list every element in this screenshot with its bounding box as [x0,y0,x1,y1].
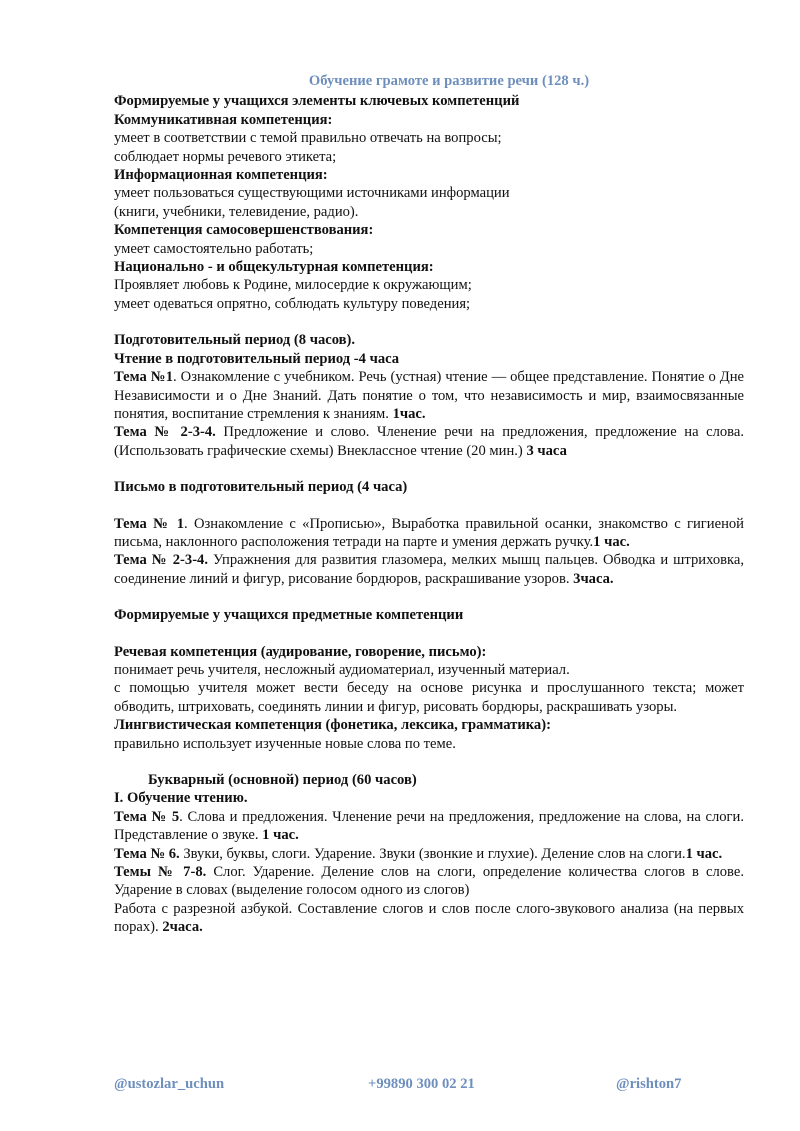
document-title: Обучение грамоте и развитие речи (128 ч.) [308,73,590,89]
topic-hours: 1 час. [685,845,723,862]
prep-writing-heading: Письмо в подготовительный период (4 часа) [114,479,408,496]
topic-text: . Слова и предложения. Членение речи на предложения, предложение на слова, на слоги. Представление о звуке. [114,808,744,844]
topic-7-8-paragraph [114,863,744,900]
self-improvement-line-1: умеет самостоятельно работать; [114,240,314,257]
speech-line-1: понимает речь учителя, несложный аудиоматериал, изученный материал. [114,661,570,678]
document-body [114,72,744,937]
topic-hours: 3 часа [526,442,567,459]
topic-hours: 1 час. [262,827,299,844]
footer-telegram-left: @ustozlar_uchun [114,1076,225,1092]
linguistic-line-1: правильно использует изученные новые слова по теме. [114,735,456,752]
prep-period-heading: Подготовительный период (8 часов). [114,332,356,349]
prep-reading-heading: Чтение в подготовительный период -4 часа [114,350,400,367]
cultural-line-1: Проявляет любовь к Родине, милосердие к окружающим; [114,277,472,294]
topic-hours: 2часа. [162,919,203,936]
topic-label: Тема № 1 [114,515,185,532]
subject-competencies-heading: Формируемые у учащихся предметные компетенции [114,607,464,624]
topic-1-paragraph [114,368,744,423]
topic-hours: 1 час. [593,533,630,550]
topic-text: Слог. Ударение. Деление слов на слоги, определение количества слогов в слове. Ударение в словах (выделение голосом одного из слогов) [114,864,744,899]
primer-period-heading: Букварный (основной) период (60 часов) [148,772,417,788]
information-heading: Информационная компетенция: [114,167,328,184]
communicative-heading: Коммуникативная компетенция: [114,111,333,128]
topic-text: Упражнения для развития глазомера, мелких мышц пальцев. Обводка и штриховка, соединение линий и фигур, рисование бордюров, раскрашивание узоров. [114,552,744,587]
cultural-line-2: умеет одеваться опрятно, соблюдать культуру поведения; [114,295,471,312]
information-line-2: (книги, учебники, телевидение, радио). [114,203,359,220]
topic-hours: 1час. [392,405,426,422]
topic-text: Работа с разрезной азбукой. Составление слогов и слов после слого-звукового анализа (на первых порах). [114,900,744,936]
topic-label: Тема № 2-3-4. [114,552,208,569]
topic-label: Темы № 7-8. [114,864,207,881]
writing-topic-2-4-paragraph [114,551,744,588]
topic-text: . Ознакомление с учебником. Речь (устная) чтение — общее представление. Понятие о Дне Независимости и о Дне Знаний. Дать понятие о том, что независимость и мир, взаимосвязанные понятия, воспитание стремления к знаниям. [114,369,745,422]
topic-hours: 3часа. [573,570,614,587]
topic-6-paragraph [114,845,744,863]
communicative-line-2: соблюдает нормы речевого этикета; [114,148,337,165]
writing-topic-1-paragraph [114,515,744,552]
cultural-heading: Национально - и общекультурная компетенция: [114,259,434,276]
topic-7-8-extra [114,900,744,937]
topic-text: Предложение и слово. Членение речи на предложения, предложение на слова. (Использовать графические схемы) Внеклассное чтение (20 мин.) [114,424,745,459]
topic-label: Тема № 5 [114,808,180,825]
topic-label: Тема №1 [114,369,174,386]
footer-phone: +99890 300 02 21 [368,1076,475,1092]
footer-telegram-right: @rishton7 [616,1076,682,1092]
information-line-1: умеет пользоваться существующими источниками информации [114,185,510,202]
topic-label: Тема № 6. [114,845,180,862]
key-competencies-heading: Формируемые у учащихся элементы ключевых компетенций [114,93,520,110]
topic-text: Звуки, буквы, слоги. Ударение. Звуки (звонкие и глухие). Деление слов на слоги. [179,845,686,862]
topic-label: Тема № 2-3-4. [114,424,216,441]
topic-5-paragraph [114,808,744,845]
reading-instruction-heading: I. Обучение чтению. [114,790,248,807]
topic-text: . Ознакомление с «Прописью», Выработка правильной осанки, знакомство с гигиеной письма, наклонного расположения тетради на парте и умения держать ручку. [114,515,744,550]
speech-competency-heading: Речевая компетенция (аудирование, говорение, письмо): [114,643,487,660]
self-improvement-heading: Компетенция самосовершенствования: [114,222,374,239]
communicative-line-1: умеет в соответствии с темой правильно отвечать на вопросы; [114,130,502,147]
linguistic-competency-heading: Лингвистическая компетенция (фонетика, лексика, грамматика): [114,717,551,734]
speech-line-2: с помощью учителя может вести беседу на основе рисунка и прослушанного текста; может обводить, штриховать, соединять линии и фигур, рисовать бордюры, раскрашивать узоры. [114,680,744,715]
topic-2-4-paragraph [114,423,744,460]
